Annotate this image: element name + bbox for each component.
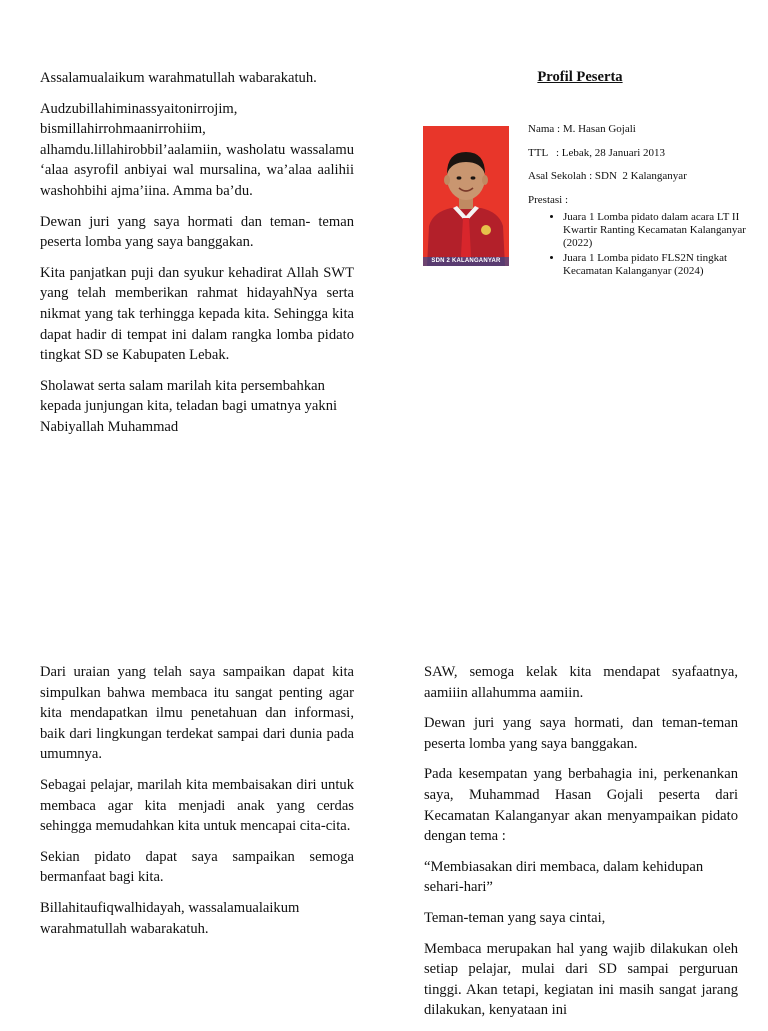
profile-name: Nama : M. Hasan Gojali (528, 123, 636, 135)
profile-school: Asal Sekolah : SDN 2 Kalanganyar (528, 170, 687, 182)
speech-body-column (424, 662, 738, 1031)
prestasi-item: • Juara 1 Lomba pidato dalam acara LT II Kwartir Ranting Kecamatan Kalanganyar (2022) (563, 211, 753, 251)
address-jury-paragraph-2: Dewan juri yang saya hormati, dan teman-teman peserta lomba yang saya banggakan. (424, 715, 738, 752)
speech-opening-column (40, 68, 354, 448)
participant-photo (423, 126, 509, 266)
profile-prestasi-label: Prestasi : (528, 193, 569, 206)
greeting-paragraph: Assalamualaikum warahmatullah wabarakatuh. (40, 70, 317, 86)
profile-info (528, 122, 753, 280)
photo-caption: SDN 2 KALANGANYAR (431, 258, 501, 264)
prestasi-list (528, 211, 753, 279)
address-jury-paragraph: Dewan juri yang saya hormati dan teman- teman peserta lomba yang saya banggakan. (40, 213, 354, 251)
profile-title: Profil Peserta (537, 69, 623, 85)
speech-closing-column (40, 662, 354, 949)
continuation-paragraph: SAW, semoga kelak kita mendapat syafaatnya, aamiiin allahumma aamiin. (424, 664, 738, 701)
opening-prayer-paragraph: Audzubillahiminassyaitonirrojim, bismillahirrohmaanirrohiim, alhamdu.lillahirobbil’aalamiin, washolatu wassalamu ‘alaa asyrofil anbiyai wal mursalina, wa’alaa aalihii washohbihi ajma’iina. Amma ba’du. (40, 100, 354, 199)
theme-paragraph: “Membiasakan diri membaca, dalam kehidupan sehari-hari” (424, 858, 704, 896)
reading-paragraph: Membaca merupakan hal yang wajib dilakukan oleh setiap pelajar, mulai dari SD sampai perguruan tinggi. Akan tetapi, kegiatan ini masih sangat jarang dilakukan, kenyataan ini (424, 940, 738, 1019)
conclusion-paragraph: Dari uraian yang telah saya sampaikan dapat kita simpulkan bahwa membaca itu sangat penting agar kita mendapatkan ilmu penetahuan dan informasi, baik dari lingkungan terdekat sampai dari dunia pada umumnya. (40, 664, 354, 763)
farewell-paragraph: Billahitaufiqwalhidayah, wassalamualaikum warahmatullah wabarakatuh. (40, 899, 300, 937)
appeal-paragraph: Sebagai pelajar, marilah kita membaisakan diri untuk membaca agar kita menjadi anak yang cerdas sehingga memudahkan kita untuk mencapai cita-cita. (40, 776, 354, 835)
sholawat-paragraph: Sholawat serta salam marilah kita persembahkan kepada junjungan kita, teladan bagi umatnya yakni Nabiyallah Muhammad (40, 377, 338, 435)
profile-birth: TTL : Lebak, 28 Januari 2013 (528, 146, 666, 159)
gratitude-paragraph: Kita panjatkan puji dan syukur kehadirat Allah SWT yang telah memberikan rahmat hidayahNya serta nikmat yang tak terhingga kepada kita. Sehingga kita dapat hadir di tempat ini dalam rangka lomba pidato tingkat SD se Kabupaten Lebak. (40, 264, 354, 364)
prestasi-item: • Juara 1 Lomba pidato FLS2N tingkat Kecamatan Kalanganyar (2024) (563, 252, 753, 279)
closing-paragraph: Sekian pidato dapat saya sampaikan semoga bermanfaat bagi kita. (40, 848, 354, 886)
friends-paragraph: Teman-teman yang saya cintai, (424, 909, 606, 926)
introduction-paragraph: Pada kesempatan yang berbahagia ini, perkenankan saya, Muhammad Hasan Gojali peserta dari Kecamatan Kalanganyar akan menyampaikan pidato dengan tema : (424, 766, 738, 845)
